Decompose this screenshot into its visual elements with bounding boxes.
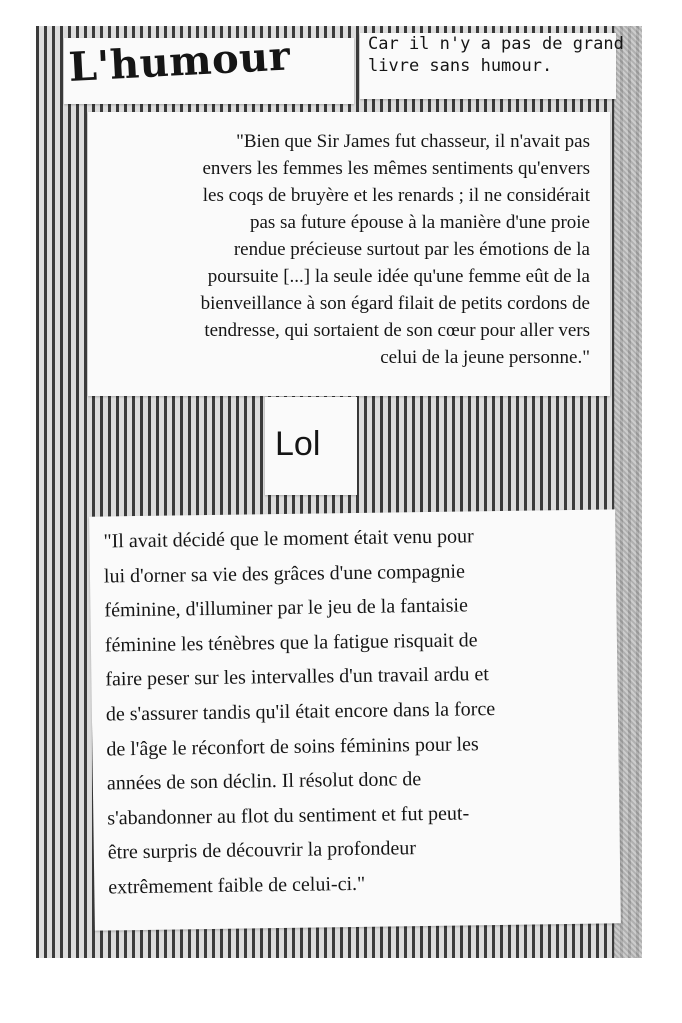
quote1-line: "Bien que Sir James fut chasseur, il n'avait pas: [236, 131, 590, 152]
title-cutout-lol: [265, 397, 357, 495]
heading-humour: L'humour: [67, 32, 292, 91]
quote2-line: extrêmement faible de celui-ci.": [108, 872, 366, 899]
quote2-line: faire peser sur les intervalles d'un travail ardu et: [105, 663, 489, 691]
quote1-line: tendresse, qui sortaient de son cœur pour aller vers: [204, 320, 590, 341]
quote2-line: de s'assurer tandis qu'il était encore dans la force: [105, 698, 496, 726]
caption-line: Car il n'y a pas de grand: [368, 34, 624, 54]
quote2-line: années de son déclin. Il résolut donc de: [106, 768, 422, 795]
quote2-line: féminine les ténèbres que la fatigue risquait de: [104, 629, 478, 657]
quote1-line: pas sa future épouse à la manière d'une proie: [249, 212, 590, 233]
quote1-line: bienveillance à son égard filait de petits cordons de: [200, 293, 590, 314]
quote1-line: envers les femmes les mêmes sentiments qu'envers: [202, 158, 590, 179]
caption-cutout: [360, 33, 624, 99]
heading-lol: Lol: [275, 425, 321, 463]
quote-cutout-sir-james: [88, 112, 610, 396]
quote2-line: être surpris de découvrir la profondeur: [107, 837, 417, 864]
quote1-line: celui de la jeune personne.": [380, 347, 590, 368]
quote2-line: "Il avait décidé que le moment était venu pour: [103, 525, 474, 553]
quote2-line: s'abandonner au flot du sentiment et fut peut-: [107, 802, 470, 830]
caption-line: livre sans humour.: [368, 56, 553, 76]
quote1-line: poursuite [...] la seule idée qu'une femme eût de la: [207, 266, 590, 287]
quote2-line: de l'âge le réconfort de soins féminins pour les: [106, 732, 479, 761]
title-cutout-humour: [64, 32, 354, 104]
quote2-line: lui d'orner sa vie des grâces d'une compagnie: [103, 560, 466, 588]
quote2-line: féminine, d'illuminer par le jeu de la fantaisie: [104, 594, 469, 622]
quote-cutout-declin: [89, 509, 621, 930]
quote1-line: rendue précieuse surtout par les émotions de la: [233, 239, 590, 260]
quote1-line: les coqs de bruyère et les renards ; il ne considérait: [202, 185, 590, 206]
